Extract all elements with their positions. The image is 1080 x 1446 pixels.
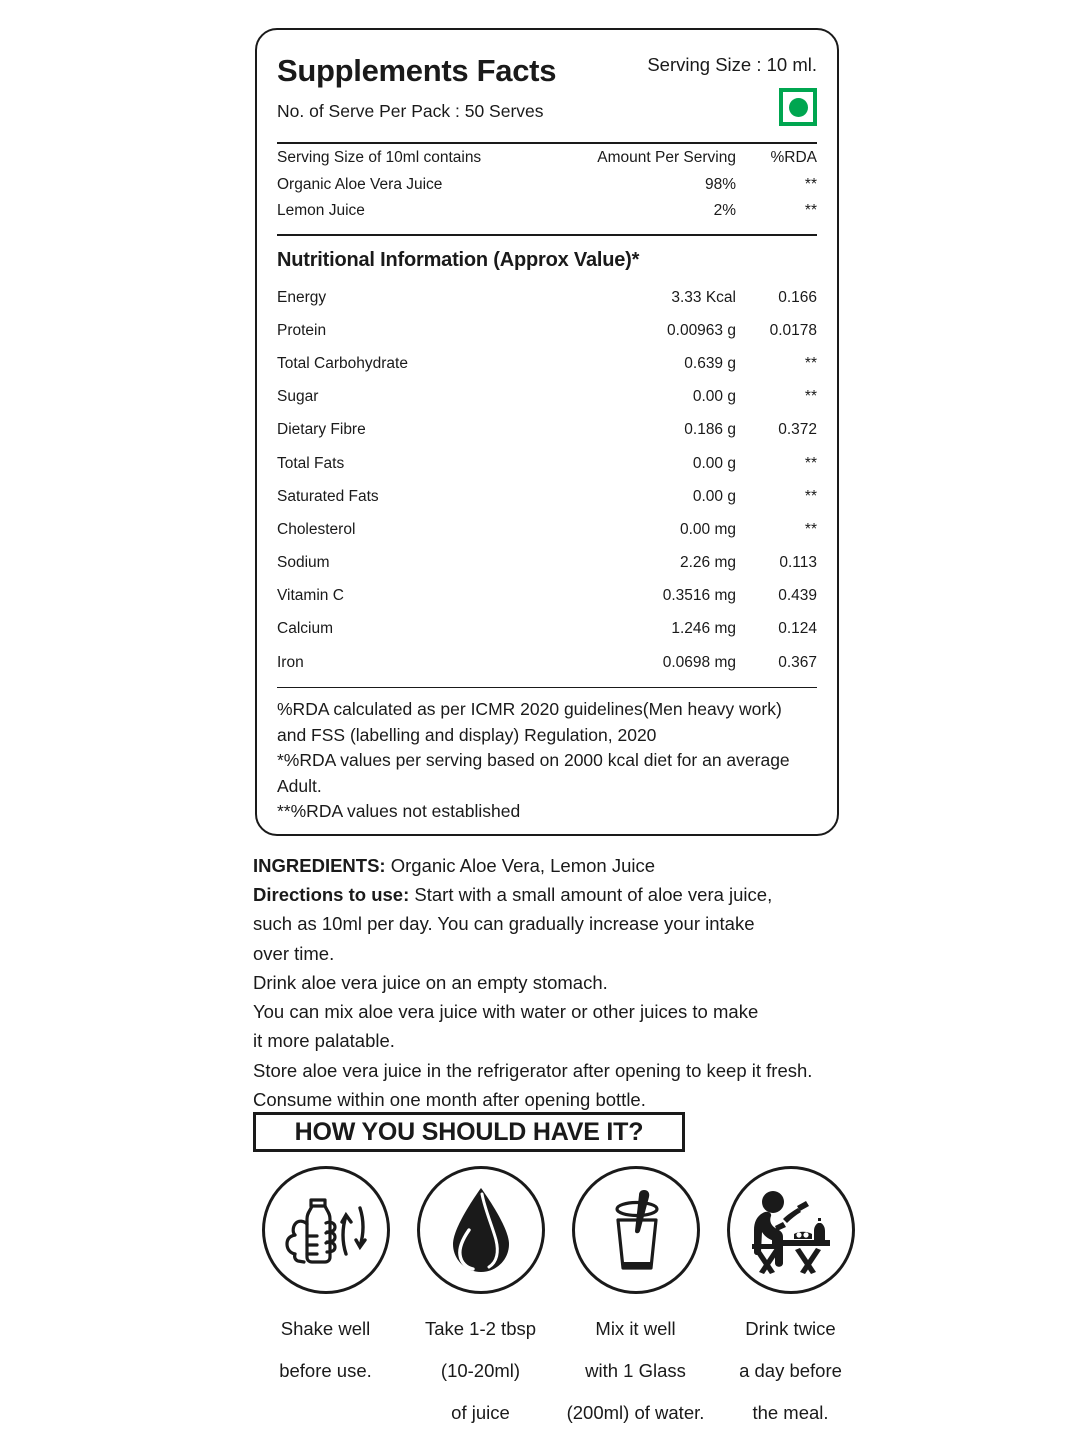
row-name: Energy (277, 288, 327, 306)
howto-step-dose (403, 1166, 558, 1434)
caption-line-2: a day before (739, 1360, 842, 1381)
nutrition-heading: Nutritional Information (Approx Value)* (277, 249, 640, 271)
row-name: Calcium (277, 620, 333, 638)
directions-label: Directions to use: (253, 884, 410, 906)
ingredients-line (253, 851, 893, 880)
row-rda: 0.439 (778, 587, 817, 605)
table-row (277, 281, 817, 314)
caption-line-3: (200ml) of water. (566, 1402, 705, 1423)
table-row (277, 613, 817, 646)
row-amount: 0.00 mg (679, 520, 736, 538)
nutrition-table (277, 281, 817, 679)
row-name: Lemon Juice (277, 202, 365, 219)
howto-caption (279, 1308, 372, 1392)
supplements-facts-card (255, 28, 839, 836)
usage-text-block (253, 851, 893, 1114)
table-row (277, 314, 817, 347)
row-amount: 0.639 g (684, 354, 736, 372)
row-name: Sugar (277, 388, 319, 406)
table-row (277, 646, 817, 679)
row-name: Dietary Fibre (277, 421, 366, 439)
glass-stir-icon (572, 1166, 700, 1294)
nutrition-table-body (277, 281, 817, 679)
directions-line: You can mix aloe vera juice with water or other juices to make (253, 1001, 759, 1023)
row-amount: 0.00 g (692, 388, 736, 406)
caption-line-3: of juice (451, 1402, 510, 1423)
howto-caption (425, 1308, 536, 1434)
card-header (277, 48, 817, 136)
table-row (277, 347, 817, 380)
row-rda: 0.166 (778, 288, 817, 306)
row-name: Total Fats (277, 454, 345, 472)
row-rda: 0.367 (778, 653, 817, 671)
row-rda: 0.113 (779, 554, 817, 572)
footnote-line: and FSS (labelling and display) Regulation, 2020 (277, 724, 657, 745)
table-row (277, 580, 817, 613)
row-amount: 0.0698 mg (662, 653, 736, 671)
row-amount: 0.186 g (684, 421, 736, 439)
shake-bottle-icon (262, 1166, 390, 1294)
row-name: Vitamin C (277, 587, 344, 605)
col-header-rda: %RDA (770, 149, 817, 166)
row-amount: 0.00 g (692, 454, 736, 472)
row-rda: 0.124 (778, 620, 817, 638)
footnote-line: Adult. (277, 775, 322, 796)
footnotes-block (277, 688, 817, 825)
serves-per-pack-text: No. of Serve Per Pack : 50 Serves (277, 101, 544, 122)
table-header-row (277, 144, 817, 172)
juice-droplet-icon (417, 1166, 545, 1294)
caption-line-1: Mix it well (595, 1318, 676, 1339)
ingredients-label: INGREDIENTS: (253, 855, 386, 876)
row-amount: 0.00963 g (667, 321, 736, 339)
row-rda: ** (804, 520, 817, 538)
table-row (277, 172, 817, 198)
ingredients-table-body (277, 144, 817, 224)
caption-line-3: the meal. (752, 1402, 829, 1423)
row-rda: 0.0178 (769, 321, 817, 339)
row-rda: 0.372 (778, 421, 817, 439)
footnote-line: %RDA calculated as per ICMR 2020 guidelines(Men heavy work) (277, 699, 782, 720)
howto-caption (739, 1308, 842, 1434)
table-row (277, 513, 817, 546)
directions-line: Store aloe vera juice in the refrigerator after opening to keep it fresh. (253, 1059, 813, 1081)
table-row (277, 447, 817, 480)
row-amount: 98% (704, 176, 736, 193)
row-name: Total Carbohydrate (277, 354, 408, 372)
table-row (277, 480, 817, 513)
directions-line: such as 10ml per day. You can gradually increase your intake (253, 913, 755, 935)
ingredients-table (277, 144, 817, 224)
directions-first: Start with a small amount of aloe vera juice, (409, 884, 773, 906)
row-amount: 2.26 mg (679, 554, 736, 572)
row-rda: ** (804, 388, 817, 406)
howto-step-shake (248, 1166, 403, 1434)
row-amount: 0.00 g (692, 487, 736, 505)
howto-caption (567, 1308, 705, 1434)
row-amount: 0.3516 mg (662, 587, 736, 605)
row-name: Protein (277, 321, 327, 339)
row-name: Saturated Fats (277, 487, 379, 505)
row-amount: 2% (713, 202, 736, 219)
row-amount: 3.33 Kcal (671, 288, 736, 306)
row-name: Iron (277, 653, 304, 671)
col-header-name: Serving Size of 10ml contains (277, 149, 482, 166)
caption-line-1: Take 1-2 tbsp (424, 1318, 537, 1339)
directions-line: it more palatable. (253, 1030, 395, 1052)
person-eating-icon (727, 1166, 855, 1294)
footnote-line: **%RDA values not established (277, 801, 521, 822)
table-row (277, 414, 817, 447)
caption-line-2: with 1 Glass (585, 1360, 686, 1381)
row-rda: ** (804, 176, 817, 193)
caption-line-1: Drink twice (745, 1318, 836, 1339)
caption-line-2: before use. (279, 1360, 372, 1381)
serving-size-text: Serving Size : 10 ml. (647, 54, 817, 75)
row-rda: ** (804, 487, 817, 505)
directions-line: over time. (253, 942, 335, 964)
caption-line-1: Shake well (280, 1318, 371, 1339)
directions-line (253, 880, 893, 909)
ingredients-value: Organic Aloe Vera, Lemon Juice (385, 855, 656, 876)
row-rda: ** (804, 354, 817, 372)
row-rda: ** (804, 454, 817, 472)
row-name: Organic Aloe Vera Juice (277, 176, 443, 193)
col-header-amount: Amount Per Serving (597, 149, 736, 166)
howto-step-timing (713, 1166, 868, 1434)
table-row (277, 198, 817, 224)
row-amount: 1.246 mg (671, 620, 736, 638)
howto-banner (253, 1112, 685, 1152)
table-row (277, 381, 817, 414)
green-veg-mark-icon (779, 88, 817, 126)
directions-line: Drink aloe vera juice on an empty stomach. (253, 971, 608, 993)
directions-line: Consume within one month after opening bottle. (253, 1088, 646, 1110)
howto-steps (248, 1166, 868, 1434)
row-name: Cholesterol (277, 520, 356, 538)
footnote-line: *%RDA values per serving based on 2000 kcal diet for an average (277, 750, 790, 771)
caption-line-2: (10-20ml) (440, 1360, 521, 1381)
row-name: Sodium (277, 554, 330, 572)
howto-step-mix (558, 1166, 713, 1434)
howto-banner-text: HOW YOU SHOULD HAVE IT? (294, 1117, 644, 1146)
row-rda: ** (804, 202, 817, 219)
veg-dot (789, 98, 808, 117)
page-title: Supplements Facts (277, 53, 557, 88)
table-row (277, 547, 817, 580)
